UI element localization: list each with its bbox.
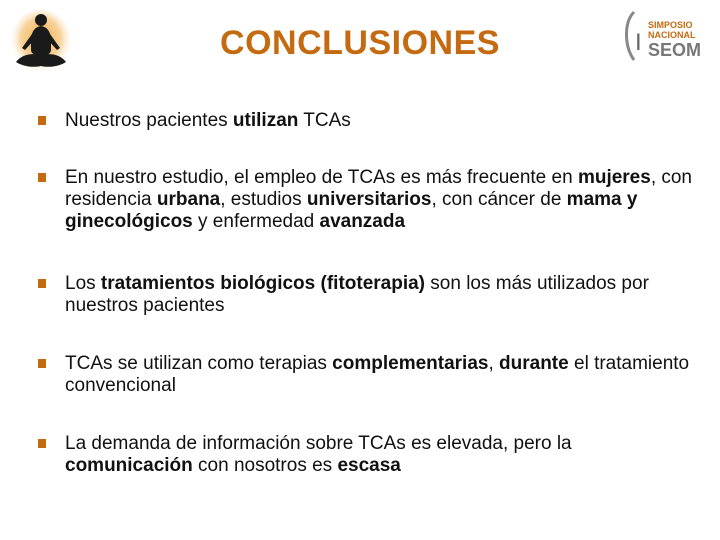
seom-logo xyxy=(620,4,720,66)
body-text: y enfermedad xyxy=(192,211,320,232)
logo-line2: NACIONAL xyxy=(648,30,696,40)
bullet-text xyxy=(65,273,695,317)
body-text: En nuestro estudio, el empleo de TCAs es más frecuente en xyxy=(65,167,578,188)
body-text: TCAs xyxy=(298,110,351,131)
body-text: Nuestros pacientes xyxy=(65,110,233,131)
emphasis-text: utilizan xyxy=(232,110,299,131)
emphasis-text: tratamientos biológicos (fitoterapia) xyxy=(100,273,426,294)
emphasis-text: universitarios xyxy=(306,189,432,210)
logo-numeral: I xyxy=(635,29,642,56)
body-text: , xyxy=(488,353,500,374)
square-bullet-icon xyxy=(38,439,46,448)
body-text: La demanda de información sobre TCAs es elevada, pero la xyxy=(65,433,572,454)
emphasis-text: durante xyxy=(499,353,569,374)
bullet-text xyxy=(65,353,695,397)
logo-line1: SIMPOSIO xyxy=(648,20,693,30)
body-text: son los más utilizados por nuestros pacientes xyxy=(65,273,649,316)
emphasis-text: complementarias xyxy=(332,353,489,374)
square-bullet-icon xyxy=(38,173,46,182)
emphasis-text: comunicación xyxy=(65,455,193,476)
emphasis-text: escasa xyxy=(337,455,401,476)
bullet-text xyxy=(65,167,695,233)
bullet-text xyxy=(65,433,695,477)
body-text: Los xyxy=(65,273,101,294)
page-title: CONCLUSIONES xyxy=(220,24,500,62)
emphasis-text: mama y ginecológicos xyxy=(65,189,638,232)
body-text: el tratamiento convencional xyxy=(65,353,690,396)
square-bullet-icon xyxy=(38,116,46,125)
emphasis-text: urbana xyxy=(156,189,221,210)
bullet-text xyxy=(65,110,695,132)
body-text: , con residencia xyxy=(65,167,693,210)
logo-line3: SEOM xyxy=(648,40,702,60)
body-text: con nosotros es xyxy=(192,455,338,476)
square-bullet-icon xyxy=(38,359,46,368)
emphasis-text: avanzada xyxy=(319,211,406,232)
square-bullet-icon xyxy=(38,279,46,288)
emphasis-text: mujeres xyxy=(577,167,651,188)
body-text: , con cáncer de xyxy=(431,189,567,210)
body-text: TCAs se utilizan como terapias xyxy=(65,353,333,374)
body-text: , estudios xyxy=(220,189,307,210)
